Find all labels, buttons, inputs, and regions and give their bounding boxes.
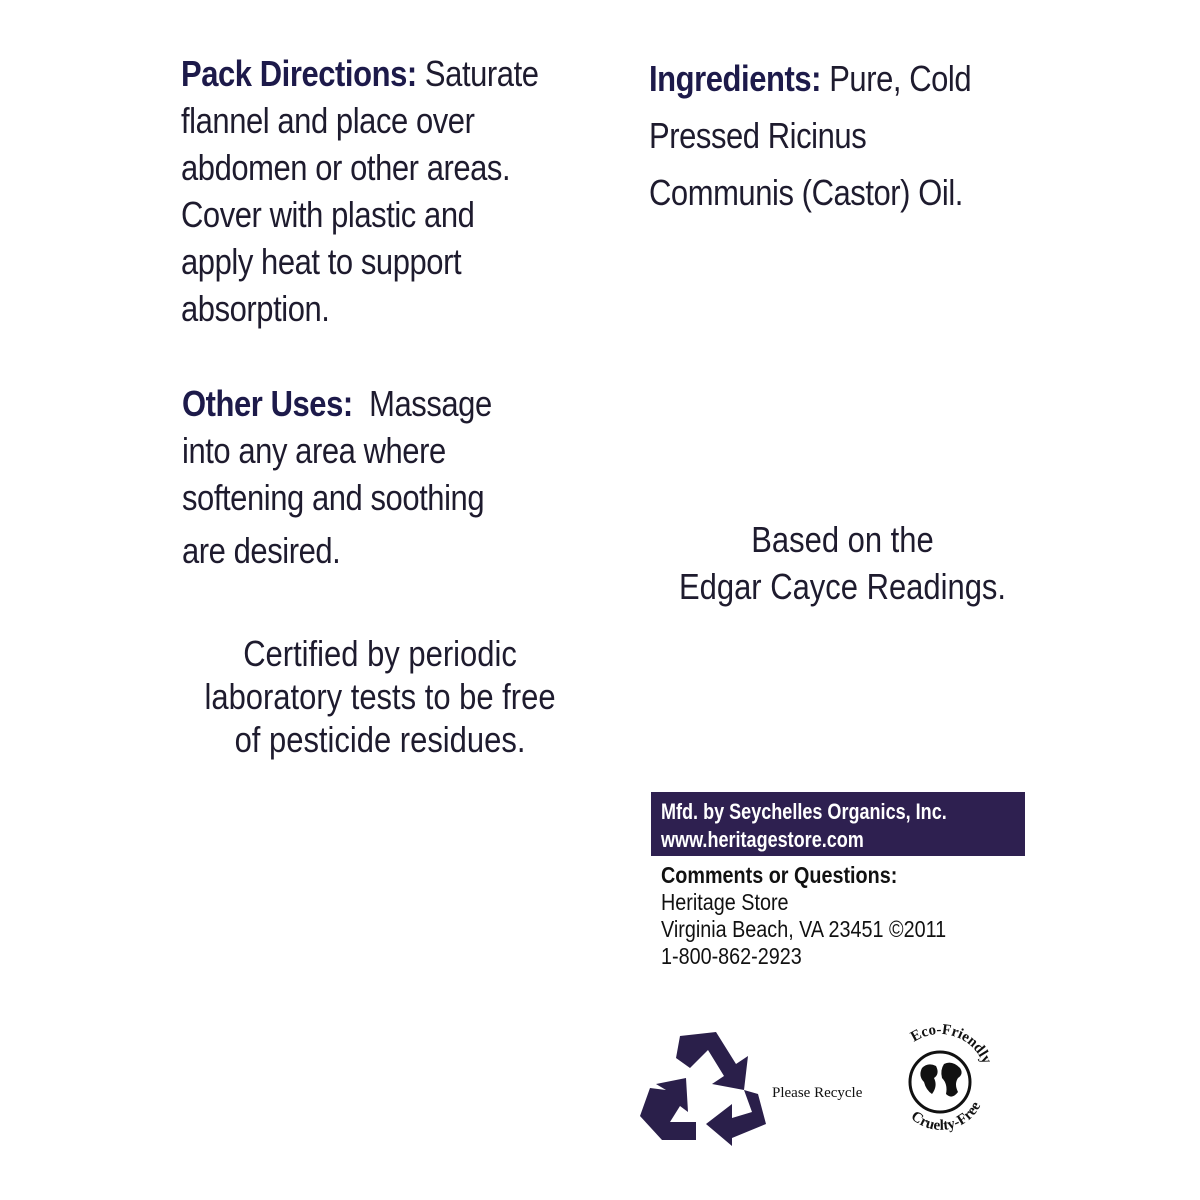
recycle-label: Please Recycle — [772, 1085, 863, 1101]
certification-line: laboratory tests to be free — [204, 676, 556, 717]
pack-directions-line: abdomen or other areas. — [181, 147, 511, 188]
pack-directions-line: Cover with plastic and — [181, 194, 475, 235]
other-uses-line: Massage — [369, 383, 492, 424]
eco-friendly-text: Eco-Friendly — [908, 1021, 995, 1067]
ingredients-line: Communis (Castor) Oil. — [649, 172, 963, 213]
based-on-line: Based on the — [751, 519, 934, 560]
website-link[interactable]: www.heritagestore.com — [661, 827, 864, 852]
recycle-icon — [640, 1028, 770, 1146]
other-uses-line: softening and soothing — [182, 477, 485, 518]
ingredients-line: Pure, Cold — [829, 58, 972, 99]
pack-directions-line: Saturate — [424, 53, 539, 94]
contact-heading: Comments or Questions: — [661, 862, 898, 888]
cruelty-free-text: Cruelty-Free — [907, 1099, 985, 1134]
contact-address: Virginia Beach, VA 23451 ©2011 — [661, 916, 947, 942]
based-on-note — [634, 516, 1051, 610]
ingredients-heading: Ingredients: — [649, 58, 822, 99]
certification-note — [174, 632, 587, 761]
pack-directions-line: flannel and place over — [181, 100, 475, 141]
certification-line: of pesticide residues. — [234, 719, 526, 760]
ingredients-line: Pressed Ricinus — [649, 115, 867, 156]
pack-directions-heading: Pack Directions: — [181, 53, 417, 94]
globe-icon — [880, 1020, 1000, 1140]
pack-directions-line: apply heat to support — [181, 241, 462, 282]
other-uses-line: are desired. — [182, 530, 341, 571]
other-uses — [182, 380, 586, 574]
pack-directions-line: absorption. — [181, 288, 330, 329]
contact-block — [661, 862, 946, 970]
ingredients — [649, 50, 1053, 221]
manufacturer-banner — [651, 792, 1025, 856]
contact-company: Heritage Store — [661, 889, 789, 915]
certification-line: Certified by periodic — [243, 633, 517, 674]
pack-directions — [181, 50, 585, 332]
manufacturer-name: Mfd. by Seychelles Organics, Inc. — [661, 799, 947, 824]
based-on-line: Edgar Cayce Readings. — [679, 566, 1006, 607]
other-uses-heading: Other Uses: — [182, 383, 353, 424]
contact-phone: 1-800-862-2923 — [661, 943, 802, 969]
other-uses-line: into any area where — [182, 430, 446, 471]
